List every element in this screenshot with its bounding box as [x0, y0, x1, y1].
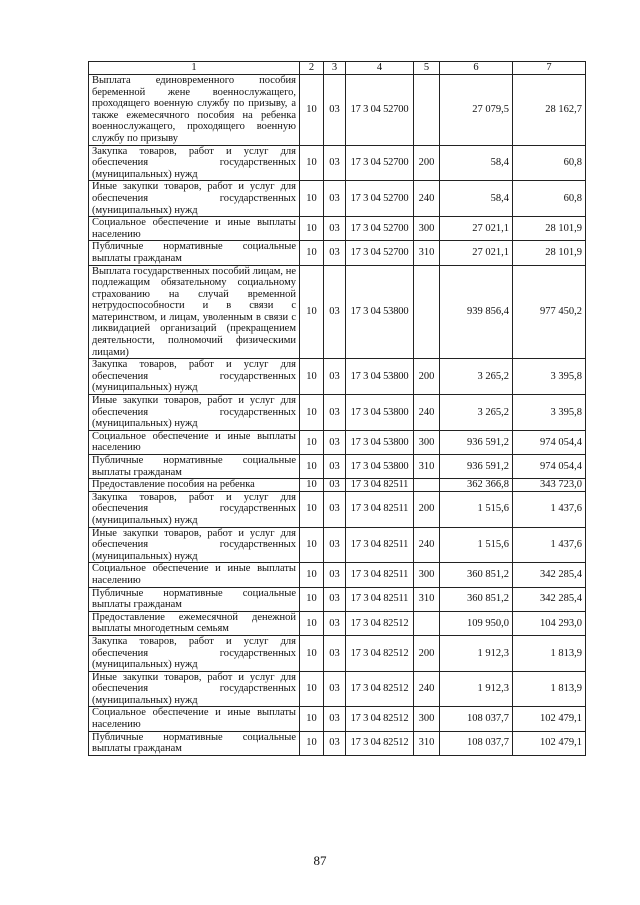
row-subsection: 03 [324, 241, 346, 265]
row-section: 10 [300, 241, 324, 265]
row-description: Публичные нормативные социальные выплаты гражданам [89, 587, 300, 611]
row-section: 10 [300, 430, 324, 454]
row-description: Иные закупки товаров, работ и услуг для обеспечения государственных (муниципальных) нужд [89, 395, 300, 431]
row-expense-type: 240 [414, 395, 440, 431]
table-header [89, 62, 586, 75]
row-section: 10 [300, 217, 324, 241]
row-description: Социальное обеспечение и иные выплаты населению [89, 563, 300, 587]
row-description: Закупка товаров, работ и услуг для обеспечения государственных (муниципальных) нужд [89, 491, 300, 527]
row-amount-year-2: 28 162,7 [513, 75, 586, 146]
row-amount-year-1: 3 265,2 [440, 395, 513, 431]
row-amount-year-2: 28 101,9 [513, 217, 586, 241]
row-subsection: 03 [324, 181, 346, 217]
row-description: Публичные нормативные социальные выплаты гражданам [89, 731, 300, 755]
row-subsection: 03 [324, 359, 346, 395]
table-row [89, 563, 586, 587]
row-target-article: 17 3 04 52700 [346, 181, 414, 217]
row-amount-year-1: 109 950,0 [440, 611, 513, 635]
row-expense-type: 200 [414, 491, 440, 527]
row-target-article: 17 3 04 53800 [346, 395, 414, 431]
row-target-article: 17 3 04 53800 [346, 455, 414, 479]
row-subsection: 03 [324, 145, 346, 181]
row-section: 10 [300, 527, 324, 563]
table-row [89, 217, 586, 241]
row-target-article: 17 3 04 82512 [346, 635, 414, 671]
row-section: 10 [300, 635, 324, 671]
row-section: 10 [300, 455, 324, 479]
row-section: 10 [300, 75, 324, 146]
table-row [89, 265, 586, 359]
row-subsection: 03 [324, 491, 346, 527]
row-amount-year-2: 3 395,8 [513, 359, 586, 395]
row-subsection: 03 [324, 75, 346, 146]
row-description: Публичные нормативные социальные выплаты гражданам [89, 241, 300, 265]
table-row [89, 145, 586, 181]
table-row [89, 359, 586, 395]
row-section: 10 [300, 181, 324, 217]
budget-table [88, 61, 586, 756]
row-expense-type: 310 [414, 731, 440, 755]
page-number: 87 [313, 853, 327, 868]
header-col-1: 1 [89, 62, 300, 75]
row-target-article: 17 3 04 82511 [346, 587, 414, 611]
row-target-article: 17 3 04 82511 [346, 527, 414, 563]
row-amount-year-1: 360 851,2 [440, 563, 513, 587]
row-description: Иные закупки товаров, работ и услуг для обеспечения государственных (муниципальных) нужд [89, 671, 300, 707]
row-subsection: 03 [324, 635, 346, 671]
row-amount-year-2: 974 054,4 [513, 430, 586, 454]
row-description: Выплата единовременного пособия беременной жене военнослужащего, проходящего военную службу по призыву, а также ежемесячного пособия на ребенка военнослужащего, проходящего военную службу по призыву [89, 75, 300, 146]
row-amount-year-1: 108 037,7 [440, 731, 513, 755]
row-target-article: 17 3 04 53800 [346, 430, 414, 454]
row-amount-year-1: 1 515,6 [440, 527, 513, 563]
row-target-article: 17 3 04 52700 [346, 217, 414, 241]
row-target-article: 17 3 04 82512 [346, 707, 414, 731]
row-amount-year-2: 343 723,0 [513, 479, 586, 492]
row-amount-year-1: 27 021,1 [440, 217, 513, 241]
row-amount-year-1: 27 021,1 [440, 241, 513, 265]
row-section: 10 [300, 359, 324, 395]
row-subsection: 03 [324, 395, 346, 431]
row-section: 10 [300, 265, 324, 359]
table-row [89, 671, 586, 707]
row-amount-year-1: 1 912,3 [440, 635, 513, 671]
row-section: 10 [300, 479, 324, 492]
header-row [89, 62, 586, 75]
row-subsection: 03 [324, 265, 346, 359]
table-row [89, 635, 586, 671]
row-amount-year-2: 342 285,4 [513, 587, 586, 611]
row-expense-type: 310 [414, 587, 440, 611]
row-subsection: 03 [324, 671, 346, 707]
row-target-article: 17 3 04 82511 [346, 479, 414, 492]
table-row [89, 707, 586, 731]
table-row [89, 181, 586, 217]
row-expense-type [414, 75, 440, 146]
row-amount-year-2: 1 813,9 [513, 635, 586, 671]
table-row [89, 587, 586, 611]
row-subsection: 03 [324, 455, 346, 479]
row-subsection: 03 [324, 563, 346, 587]
row-expense-type [414, 479, 440, 492]
row-description: Выплата государственных пособий лицам, не подлежащим обязательному социальному страхованию на случай временной нетрудоспособности и в связи с материнством, и лицам, уволенным в связи с ликвидацией организаций (прекращением деятельности, полномочий физическими лицами) [89, 265, 300, 359]
row-target-article: 17 3 04 82512 [346, 731, 414, 755]
table-row [89, 430, 586, 454]
row-amount-year-2: 60,8 [513, 181, 586, 217]
row-section: 10 [300, 563, 324, 587]
row-expense-type: 300 [414, 217, 440, 241]
row-section: 10 [300, 671, 324, 707]
row-amount-year-1: 58,4 [440, 145, 513, 181]
table-row [89, 455, 586, 479]
row-target-article: 17 3 04 52700 [346, 241, 414, 265]
header-col-4: 4 [346, 62, 414, 75]
row-expense-type: 310 [414, 241, 440, 265]
row-amount-year-2: 1 437,6 [513, 491, 586, 527]
row-expense-type: 240 [414, 181, 440, 217]
row-section: 10 [300, 145, 324, 181]
row-expense-type: 240 [414, 527, 440, 563]
row-section: 10 [300, 611, 324, 635]
row-description: Предоставление пособия на ребенка [89, 479, 300, 492]
row-expense-type: 310 [414, 455, 440, 479]
row-expense-type: 300 [414, 707, 440, 731]
row-amount-year-2: 102 479,1 [513, 731, 586, 755]
table-row [89, 75, 586, 146]
row-amount-year-2: 60,8 [513, 145, 586, 181]
row-description: Закупка товаров, работ и услуг для обеспечения государственных (муниципальных) нужд [89, 145, 300, 181]
row-amount-year-1: 362 366,8 [440, 479, 513, 492]
header-col-5: 5 [414, 62, 440, 75]
row-description: Иные закупки товаров, работ и услуг для обеспечения государственных (муниципальных) нужд [89, 527, 300, 563]
row-description: Закупка товаров, работ и услуг для обеспечения государственных (муниципальных) нужд [89, 359, 300, 395]
row-description: Публичные нормативные социальные выплаты гражданам [89, 455, 300, 479]
row-amount-year-1: 1 912,3 [440, 671, 513, 707]
row-amount-year-2: 102 479,1 [513, 707, 586, 731]
row-section: 10 [300, 395, 324, 431]
row-target-article: 17 3 04 52700 [346, 75, 414, 146]
row-description: Социальное обеспечение и иные выплаты населению [89, 217, 300, 241]
row-amount-year-1: 360 851,2 [440, 587, 513, 611]
row-amount-year-2: 104 293,0 [513, 611, 586, 635]
row-amount-year-1: 939 856,4 [440, 265, 513, 359]
row-expense-type [414, 611, 440, 635]
table-row [89, 491, 586, 527]
row-amount-year-1: 3 265,2 [440, 359, 513, 395]
row-subsection: 03 [324, 731, 346, 755]
header-col-7: 7 [513, 62, 586, 75]
row-target-article: 17 3 04 82512 [346, 671, 414, 707]
row-section: 10 [300, 587, 324, 611]
row-expense-type: 300 [414, 430, 440, 454]
table-row [89, 395, 586, 431]
row-subsection: 03 [324, 527, 346, 563]
row-amount-year-2: 977 450,2 [513, 265, 586, 359]
row-target-article: 17 3 04 52700 [346, 145, 414, 181]
table-row [89, 241, 586, 265]
row-subsection: 03 [324, 430, 346, 454]
row-amount-year-1: 58,4 [440, 181, 513, 217]
row-expense-type: 240 [414, 671, 440, 707]
row-subsection: 03 [324, 479, 346, 492]
table-body [89, 75, 586, 756]
row-section: 10 [300, 491, 324, 527]
row-amount-year-2: 974 054,4 [513, 455, 586, 479]
row-target-article: 17 3 04 82511 [346, 563, 414, 587]
row-subsection: 03 [324, 217, 346, 241]
row-target-article: 17 3 04 53800 [346, 265, 414, 359]
row-amount-year-1: 27 079,5 [440, 75, 513, 146]
row-target-article: 17 3 04 53800 [346, 359, 414, 395]
row-amount-year-1: 108 037,7 [440, 707, 513, 731]
row-amount-year-1: 936 591,2 [440, 430, 513, 454]
table-row [89, 731, 586, 755]
row-target-article: 17 3 04 82512 [346, 611, 414, 635]
row-description: Социальное обеспечение и иные выплаты населению [89, 707, 300, 731]
table-row [89, 479, 586, 492]
row-expense-type: 200 [414, 635, 440, 671]
row-section: 10 [300, 731, 324, 755]
header-col-3: 3 [324, 62, 346, 75]
row-description: Иные закупки товаров, работ и услуг для обеспечения государственных (муниципальных) нужд [89, 181, 300, 217]
row-expense-type [414, 265, 440, 359]
row-expense-type: 200 [414, 145, 440, 181]
row-subsection: 03 [324, 707, 346, 731]
row-expense-type: 300 [414, 563, 440, 587]
row-section: 10 [300, 707, 324, 731]
row-subsection: 03 [324, 587, 346, 611]
row-subsection: 03 [324, 611, 346, 635]
row-target-article: 17 3 04 82511 [346, 491, 414, 527]
header-col-6: 6 [440, 62, 513, 75]
row-amount-year-1: 936 591,2 [440, 455, 513, 479]
table-row [89, 527, 586, 563]
row-amount-year-1: 1 515,6 [440, 491, 513, 527]
row-amount-year-2: 3 395,8 [513, 395, 586, 431]
row-description: Закупка товаров, работ и услуг для обеспечения государственных (муниципальных) нужд [89, 635, 300, 671]
row-expense-type: 200 [414, 359, 440, 395]
table-row [89, 611, 586, 635]
header-col-2: 2 [300, 62, 324, 75]
row-amount-year-2: 342 285,4 [513, 563, 586, 587]
row-description: Предоставление ежемесячной денежной выплаты многодетным семьям [89, 611, 300, 635]
row-amount-year-2: 28 101,9 [513, 241, 586, 265]
row-amount-year-2: 1 813,9 [513, 671, 586, 707]
row-description: Социальное обеспечение и иные выплаты населению [89, 430, 300, 454]
row-amount-year-2: 1 437,6 [513, 527, 586, 563]
